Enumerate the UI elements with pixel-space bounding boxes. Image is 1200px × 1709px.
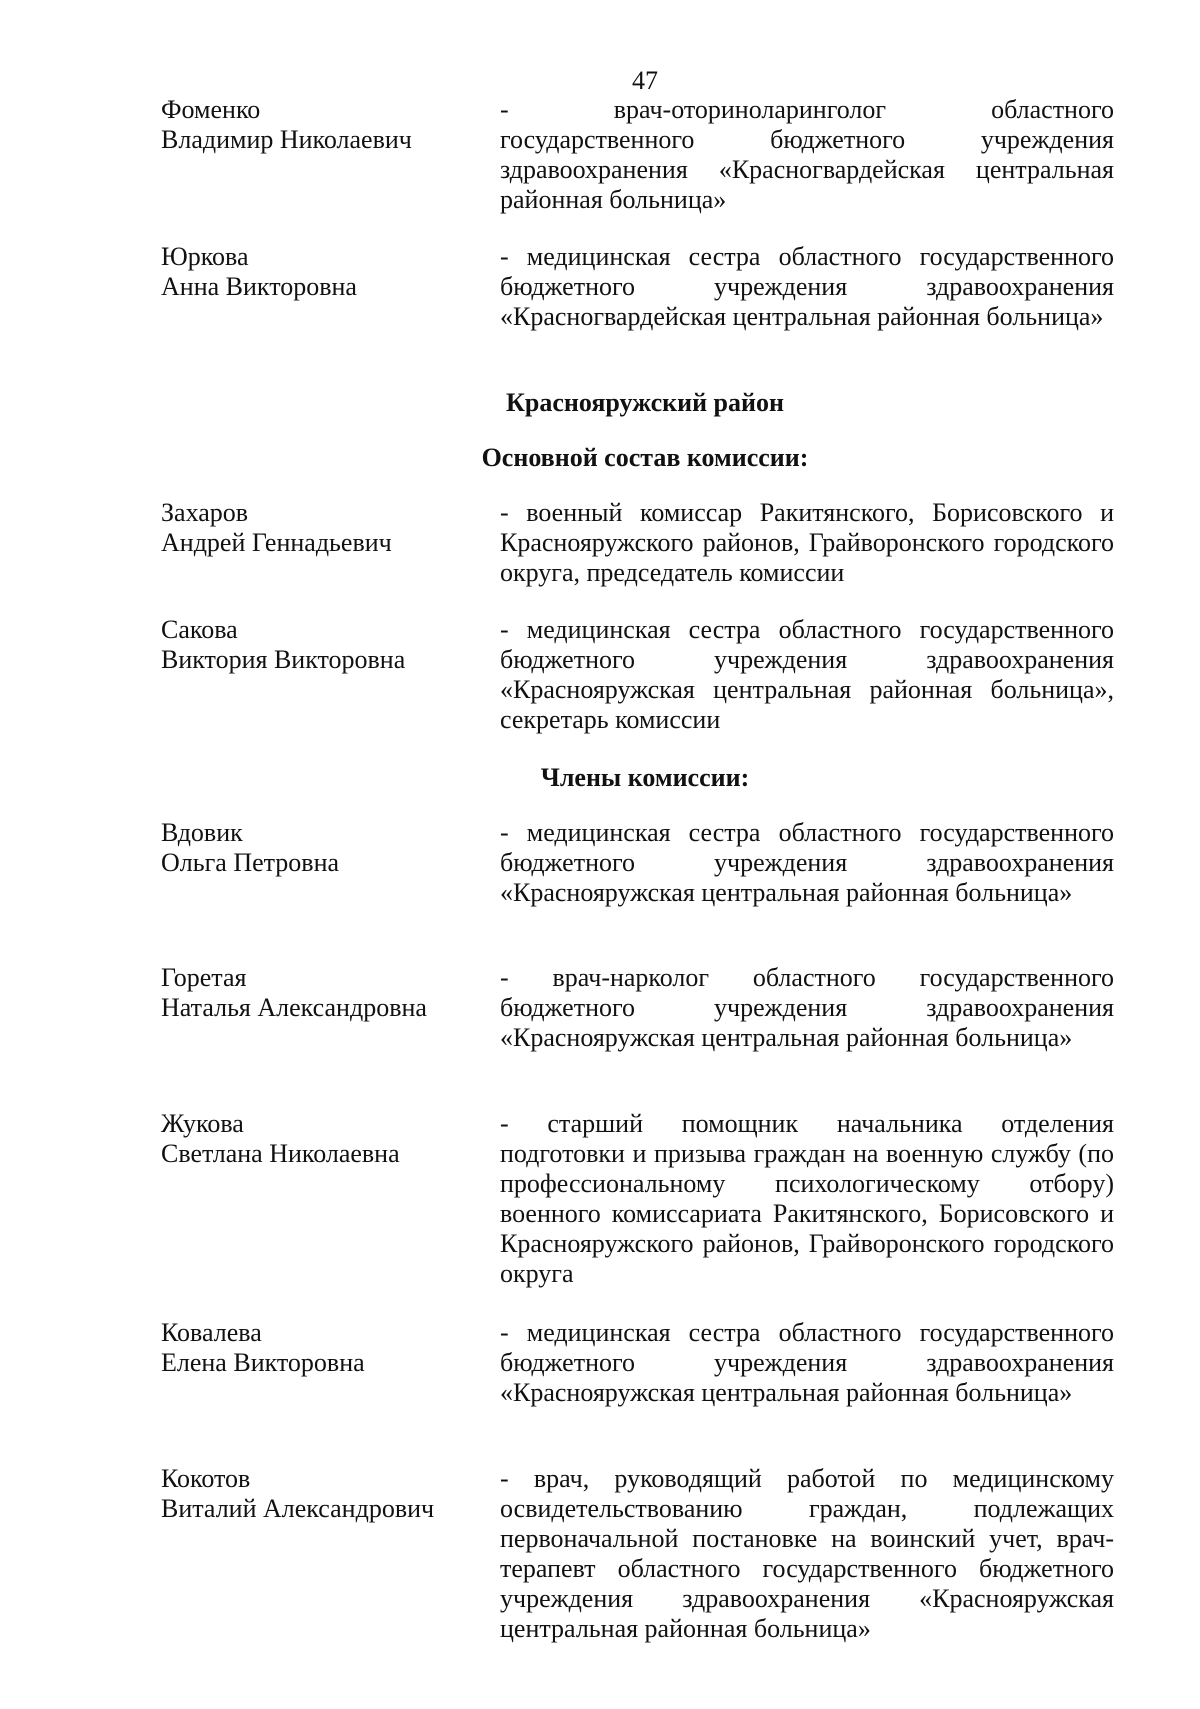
- member-role: - медицинская сестра областного государственного бюджетного учреждения здравоохранения «Краснояружская центральная районная больница»: [500, 818, 1114, 907]
- members-heading: Члены комиссии:: [540, 763, 750, 792]
- member-role: - старший помощник начальника отделения подготовки и призыва граждан на военную службу (по профессиональному психологическому отбору) военного комиссариата Ракитянского, Борисовского и Краснояружского районов, Грайворонского городского округа: [500, 1109, 1114, 1288]
- member-role: - врач-нарколог областного государственного бюджетного учреждения здравоохранения «Краснояружская центральная районная больница»: [500, 963, 1114, 1052]
- member-surname: Юркова: [161, 242, 249, 271]
- member-role: - медицинская сестра областного государственного бюджетного учреждения здравоохранения «Краснояружская центральная районная больница»: [500, 1318, 1114, 1407]
- member-given-name: Виктория Викторовна: [161, 645, 406, 674]
- member-name: [161, 95, 481, 155]
- member-role: - военный комиссар Ракитянского, Борисовского и Краснояружского районов, Грайворонского городского округа, председатель комиссии: [500, 498, 1114, 587]
- member-surname: Захаров: [161, 498, 249, 527]
- main-composition-heading: Основной состав комиссии:: [481, 443, 809, 472]
- member-given-name: Ольга Петровна: [161, 848, 340, 877]
- member-name: [161, 615, 481, 675]
- member-name: [161, 818, 481, 878]
- member-name: [161, 498, 481, 558]
- member-role: - медицинская сестра областного государственного бюджетного учреждения здравоохранения «Краснояружская центральная районная больница», секретарь комиссии: [500, 615, 1114, 734]
- member-name: [161, 1109, 481, 1169]
- page-number: 47: [632, 66, 658, 95]
- member-surname: Вдовик: [161, 818, 243, 847]
- member-surname: Горетая: [161, 963, 247, 992]
- member-surname: Кокотов: [161, 1464, 251, 1493]
- member-name: [161, 242, 481, 302]
- member-given-name: Анна Викторовна: [161, 272, 357, 301]
- member-role: - врач, руководящий работой по медицинскому освидетельствованию граждан, подлежащих первоначальной постановке на воинский учет, врач-терапевт областного государственного бюджетного учреждения здравоохранения «Краснояружская центральная районная больница»: [500, 1464, 1114, 1643]
- member-given-name: Виталий Александрович: [161, 1494, 435, 1523]
- member-given-name: Светлана Николаевна: [161, 1139, 400, 1168]
- member-surname: Жукова: [161, 1109, 244, 1138]
- member-role: - медицинская сестра областного государственного бюджетного учреждения здравоохранения «Красногвардейская центральная районная больница»: [500, 242, 1114, 331]
- member-name: [161, 963, 481, 1023]
- member-surname: Сакова: [161, 615, 238, 644]
- member-surname: Ковалева: [161, 1318, 262, 1347]
- member-given-name: Владимир Николаевич: [161, 125, 412, 154]
- member-given-name: Елена Викторовна: [161, 1348, 365, 1377]
- member-given-name: Андрей Геннадьевич: [161, 528, 392, 557]
- member-surname: Фоменко: [161, 95, 261, 124]
- member-role: - врач-оториноларинголог областного государственного бюджетного учреждения здравоохранения «Красногвардейская центральная районная больница»: [500, 95, 1114, 214]
- member-name: [161, 1464, 481, 1524]
- member-name: [161, 1318, 481, 1378]
- member-given-name: Наталья Александровна: [161, 993, 427, 1022]
- district-heading: Краснояружский район: [506, 388, 784, 417]
